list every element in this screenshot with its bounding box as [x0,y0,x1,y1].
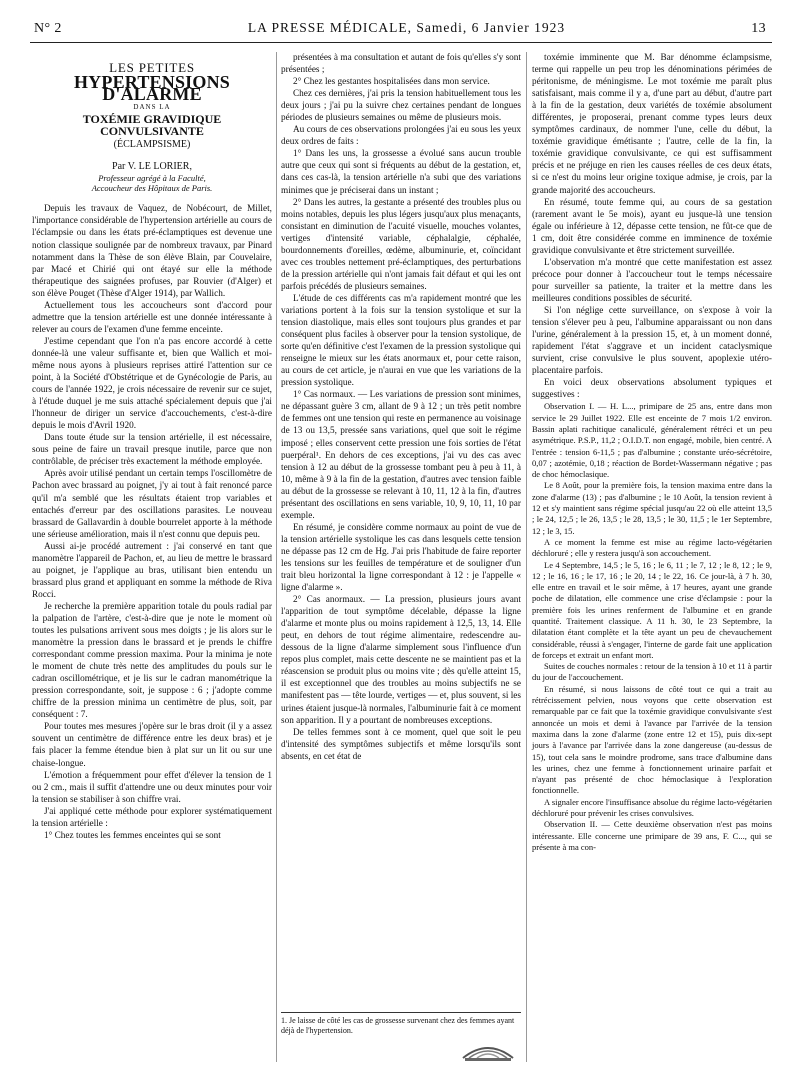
paragraph: Depuis les travaux de Vaquez, de Nobécourt, de Millet, l'importance considérable de l'hypertension artérielle au cours de l'éclampsie ou dans les états pré-éclamptiques est devenue une notion classique soulignée par de nombreux travaux, par Pinard notamment dans la Thèse de son élève Blain, par Couvelaire, par Macé et Chirié qui ont étayé sur elle la méthode thérapeutique des saignées profuses, par Rouvier (d'Alger) et son élève Pouget (Thèse d'Alger 1914), par Wallich. [32,204,272,299]
paragraph: L'émotion a fréquemment pour effet d'élever la tension de 1 ou 2 cm., mais il suffit d'attendre une ou deux minutes pour voir la tension se stabiliser à son chiffre vrai. [32,770,272,805]
paragraph: En résumé, si nous laissons de côté tout ce qui a trait au rétrécissement pelvien, nous voyons que cette observation est remarquable par ce fait que la toxémie gravidique convulsivante s'est annoncée un mois et demi à l'avance par l'arrivée de la tension maxima dans la zone d'alarme (zone entre 12 et 15), puis dix-sept jours à l'avance par l'arrivée dans la zone dangereuse (au-dessus de 15), tout cela sans le moindre prodrome, sans trace d'albumine dans les urines, chez une femme à fonctionnement urinaire parfait et n'ayant pas présenté de choc hémoclasique à l'exploration fonctionnelle. [532,683,772,796]
article-title: HYPERTENSIONS D'ALARME [73,72,230,105]
paragraph: 2° Chez les gestantes hospitalisées dans mon service. [293,77,490,88]
affiliation-1: Professeur agrégé à la Faculté, [98,173,206,184]
paragraph: Je recherche la première apparition totale du pouls radial par la palpation de l'artère, c'est-à-dire que je note le moment où toutes les pulsations arrivent sous mes doigts ; je lis alors sur le manomètre la pression dans le brassard et je prends le chiffre correspondant comme pression maxima. Pour la minima je note le moment de chute très nette des amplitudes du pouls sur le cadran oscillométrique, et je lis sur le cadran manométrique la pression correspondante, soit, je suppose : 6 ; j'adopte comme chiffre de la pression minima un centimètre de plus, soit, par conséquent : 7. [32,601,272,721]
header-rule [30,42,772,43]
footnote: 1. Je laisse de côté les cas de grossesse survenant chez des femmes ayant déjà de l'hypertension. [281,1012,521,1036]
bium-logo [455,1036,521,1076]
paragraph: toxémie imminente que M. Bar dénomme éclampsisme, terme qui rappelle un peu trop les dénominations périmées de péritonisme, de méningisme. Le mot toxémie me paraît plus satisfaisant, mais comme il y a, d'une part au début, d'autre part à la fin de la gestation, deux variétés de toxémie absolument différentes, je proposerai, prenant comme types leurs deux symptômes cardinaux, de nommer l'une, celle du début, la toxémie gravidique émétisante ; l'autre, celle de la fin, la toxémie gravidique convulsivante, ce qui est suffisamment précis et ne préjuge en rien les causes réelles de ces deux états, si ce n'est du moins leur origine toxique admise, je crois, par la grande majorité des accoucheurs. [532,53,772,196]
issue-number: N° 2 [34,21,62,36]
title-line-5: (ÉCLAMPSISME) [113,139,191,151]
column-2-body [281,52,521,763]
paragraph: J'estime cependant que l'on n'a pas encore accordé à cette donnée-là une valeur suffisante et, bien que Wallich et moi-même nous ayons à plusieurs reprises attiré l'attention sur ce point, à la Société d'Obstétrique et de Gynécologie de Paris, au cours de l'année 1922, je crois nécessaire de revenir sur ce sujet, à l'étude duquel je me suis attaché spécialement depuis que j'ai l'honneur de diriger un service d'accouchements, c'est-à-dire depuis le mois d'Avril 1920. [32,336,272,432]
paragraph: présentées à ma consultation et autant de fois qu'elles s'y sont présentées ; [281,53,521,76]
column-1-body [32,203,272,841]
column-divider [526,52,527,1062]
paragraph: 2° Dans les autres, la gestante a présenté des troubles plus ou moins notables, depuis les plus légers jusqu'aux plus menaçants, consistant en diminution de l'acuité visuelle, mouches volantes, vertiges d'intensité variable, céphalalgie, céphalée, bourdonnements d'oreilles, œdème, albuminurie, et, coïncidant avec ces troubles nettement pré-éclamptiques, des perturbations de la pression artérielle qui n'ont jamais fait défaut et qui les ont parfois précédés de plusieurs semaines. [281,197,521,292]
paragraph: Pour toutes mes mesures j'opère sur le bras droit (il y a assez souvent un centimètre de différence entre les deux bras) et je fais placer la femme étendue bien à plat sur un lit ou sur une chaise-longue. [32,722,272,769]
paragraph: L'étude de ces différents cas m'a rapidement montré que les variations portent à la fois sur la tension systolique et sur la tension diastolique, mais elles sont toujours plus grandes et par conséquent plus faciles à observer pour la tension systolique, de sorte qu'en définitive c'est l'examen de la pression systolique qui renseigne le mieux sur les états anormaux et, pour cette raison, au cours de cet article, je n'aurai en vue que les variations de la pression systolique. [281,293,521,389]
column-1 [32,52,272,842]
paragraph: 2° Cas anormaux. — La pression, plusieurs jours avant l'apparition de tout symptôme décelable, dépasse la ligne d'alarme et monte plus ou moins rapidement à 12,5, 13, 14. Elle peut, en dehors de tout régime alimentaire, redescendre au-dessous de la ligne d'alarme simplement sous l'influence d'un repos plus complet, mais cette descente ne se maintient pas et la réascension se produit plus ou moins vite ; dès qu'elle atteint 15, il est exceptionnel que des troubles au moins subjectifs ne se manifestent pas — tête lourde, vertiges — et, plus souvent, si les urines étaient jusque-là normales, l'albuminurie fait à ce moment son apparition. Il y a pourtant de nombreuses exceptions. [281,595,521,726]
title-line-1: LES PETITES [109,60,195,75]
paragraph: En résumé, je considère comme normaux au point de vue de la tension artérielle systolique les cas dans lesquels cette tension ne dépasse pas 12 cm de Hg. J'ai pris l'habitude de faire reporter les tensions sur les feuilles de température et de souligner d'un trait bleu horizontal la ligne correspondant à 12 : je l'appelle « ligne d'alarme ». [281,522,521,594]
paragraph: Si l'on néglige cette surveillance, on s'expose à voir la tension s'élever peu à peu, l'albumine apparaissant ou non dans l'urine, généralement à la pression 15, et, à un moment donné, rapidement l'état s'aggrave et un incident cataclysmique survient, crise convulsive le plus souvent, apoplexie utéro-placentaire parfois. [532,305,772,377]
author: Par V. LE LORIER, [112,161,192,173]
page-number: 13 [751,21,766,36]
affiliation-2: Accoucheur des Hôpitaux de Paris. [91,183,213,194]
paragraph: En résumé, toute femme qui, au cours de sa gestation (rarement avant le 5e mois), ayant eu jusque-là une tension égale ou inférieure à 12, dépasse cette tension, ne fût-ce que de 1 cm, doit être considérée comme en imminence de toxémie gravidique convulsivante et être strictement surveillée. [532,197,772,256]
column-3 [532,52,772,853]
running-header [34,20,766,42]
paragraph: En voici deux observations absolument typiques et suggestives : [532,378,772,401]
column-divider [276,52,277,1062]
paragraph: L'observation m'a montré que cette manifestation est assez précoce pour donner à l'accoucheur tout le temps nécessaire pour surveiller sa patiente, la traiter et la mettre dans les meilleures conditions possibles de sécurité. [532,257,772,304]
paragraph: Observation II. — Cette deuxième observation n'est pas moins intéressante. Elle concerne une primipare de 39 ans, F. C..., qui se présente à ma con- [532,819,772,852]
column-2 [281,52,521,763]
paragraph: Actuellement tous les accoucheurs sont d'accord pour admettre que la tension artérielle est une donnée intéressante à relever au cours de l'examen d'une femme enceinte. [32,300,272,335]
paragraph: Chez ces dernières, j'ai pris la tension habituellement tous les deux jours ; j'ai pu la suivre chez certaines pendant de longues périodes de plusieurs semaines ou même de plusieurs mois. [281,89,521,124]
paragraph: 1° Cas normaux. — Les variations de pression sont minimes, ne dépassant guère 3 cm, allant de 9 à 12 ; un très petit nombre de femmes ont une tension qui reste en permanence au voisinage de 13 ou 13,5, pressée sans variations, quel que soit le régime imposé ; elles conservent cette pression une fois sorties de l'état puerpéral¹. En dehors de ces exceptions, j'ai vu des cas avec tension à 12 au début de la grossesse tombant peu à peu à 11, à 10, même à 9 à la fin de la gestation, d'autres avec tension faible au début de la grossesse se relevant à 10, 11, 12 à la fin, d'autres présentant des oscillations en sens variable, 10, 9, 10, 11, 10 par exemple. [281,390,521,521]
paragraph: 1° Chez toutes les femmes enceintes qui se sont [44,830,221,841]
journal-title: LA PRESSE MÉDICALE, Samedi, 6 Janvier 1923 [247,20,566,35]
paragraph: Le 8 Août, pour la première fois, la tension maxima entre dans la zone d'alarme (13) ; pas d'albumine ; le 10 Août, la tension revient à 12 et s'y maintient sans régime spécial jusqu'au 22 où elle atteint 13,5 ; le 24, 12,5 ; le 26, 13,5 ; le 28, 13,5 ; le 30, 11,5 ; le 1er Septembre, 12 ; le 3, 15. [532,480,772,536]
article-subtitle: TOXÉMIE GRAVIDIQUE CONVULSIVANTE [82,112,222,139]
paragraph: Au cours de ces observations prolongées j'ai eu sous les yeux deux ordres de faits : [281,125,521,148]
paragraph: Observation I. — H. L..., primipare de 25 ans, entre dans mon service le 29 Juillet 1922. Elle est enceinte de 7 mois 1/2 environ. Bassin aplati rachitique canaliculé, généralement rétréci et un peu asymétrique. P.S.P., 11,2 ; O.I.D.T. non engagé, mobile, bien centré. A l'entrée : tension 6-11,5 ; pas d'albumine ; constante uréo-sécrétoire, 0,07 ; azotémie, 0,18 ; réaction de Bordet-Wassermann négative ; pas de choc hémoclasique. [532,401,772,480]
column-3-body [532,52,772,853]
paragraph: Dans toute étude sur la tension artérielle, il est nécessaire, sous peine de faire un travail presque inutile, parce que non contrôlable, de préciser très exactement la méthode employée. [32,433,272,468]
paragraph: De telles femmes sont à ce moment, quel que soit le peu d'intensité des symptômes subjectifs et même lorsqu'ils sont absents, en cet état de [281,727,521,762]
paragraph: A ce moment la femme est mise au régime lacto-végétarien déchloruré ; elle y restera jusqu'à son accouchement. [532,536,772,559]
paragraph: Suites de couches normales : retour de la tension à 10 et 11 à partir du jour de l'accouchement. [532,661,772,683]
paragraph: 1° Dans les uns, la grossesse a évolué sans aucun trouble autre que ceux qui sont si fréquents au début de la gestation, et, dans ces cas-là, la tension artérielle n'a subi que des variations minimes que je préciserai dans un instant ; [281,149,521,196]
paragraph: J'ai appliqué cette méthode pour explorer systématiquement la tension artérielle : [32,806,272,829]
paragraph: Le 4 Septembre, 14,5 ; le 5, 16 ; le 6, 11 ; le 7, 12 ; le 8, 12 ; le 9, 12 ; le 16, 16 ; le 17, 16 ; le 20, 14 ; le 22, 16. Ce jour-là, à 7 h. 30, elle entre en travail et le soir même, à 17 heures, ayant une grande poche de dilatation, elle commence une crise d'éclampsie : pour la première fois les urines renferment de l'albumine et en grande quantité. Traitement classique. A 11 h. 30, le 23 Septembre, la dilatation étant complète et la tête ayant un peu de chevauchement considérable, réussi à s'engager, l'interne de garde fait une application de forceps et extrait un enfant mort. [532,559,772,660]
paragraph: Aussi ai-je procédé autrement : j'ai conservé en tant que manomètre l'appareil de Pachon, et, au lieu de mettre le brassard au poignet, je l'applique au bras, utilisant bien entendu un brassard plus grand et appliquant en somme la méthode de Riva Rocci. [32,541,272,600]
paragraph: A signaler encore l'insuffisance absolue du régime lacto-végétarien déchloruré pour prévenir les crises convulsives. [532,796,772,819]
paragraph: Après avoir utilisé pendant un certain temps l'oscillomètre de Pachon avec brassard au poignet, j'y ai tout à fait renoncé parce qu'il m'a semblé que les résultats étaient trop variables et entachés d'erreur par des oscillations parasites. Le nouveau brassard de Gallavardin à double bourrelet apporte à la méthode une sérieuse amélioration, mais il n'est connu que depuis peu. [32,469,272,540]
title-line-3: DANS LA [133,103,171,112]
